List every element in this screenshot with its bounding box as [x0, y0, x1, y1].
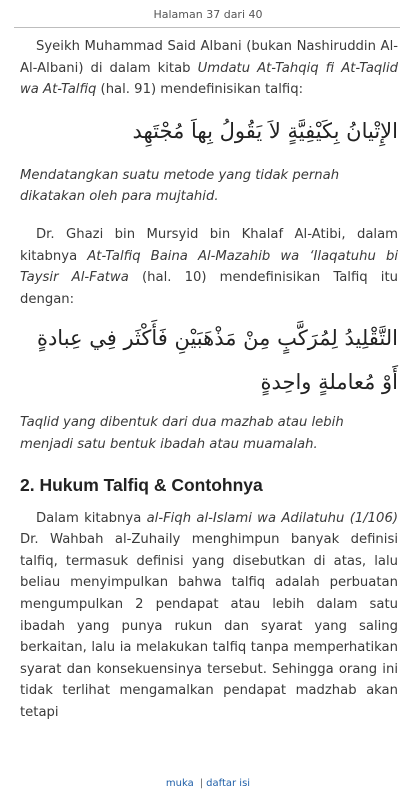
paragraph-zuhaily: [20, 508, 398, 724]
book-title-umdatu: Umdatu At-Tahqiq fi At-Taqlid wa At-Talfiq: [20, 60, 399, 98]
paragraph-text: Dr. Ghazi bin Mursyid bin Khalaf Al-Atibi, dalam kitabnya: [20, 226, 398, 264]
paragraph-text: Dr. Wahbah al-Zuhaily menghimpun banyak definisi talfiq, termasuk definisi yang disebutkan di atas, lalu beliau menyimpulkan bahwa talfiq adalah perbuatan mengumpulkan 2 pendapat atau lebih dalam satu ibadah yang punya rukun dan syarat yang saling berkaitan, lalu ia melakukan talfiq tanpa memperhatikan syarat dan konsekuensinya tersebut. Sehingga orang ini tidak terlihat mengamalkan pendapat madzhab akan tetapi: [20, 532, 398, 720]
header-divider: [14, 27, 400, 28]
paragraph-text: (hal. 91) mendefinisikan talfiq:: [96, 82, 304, 98]
paragraph-atibi-definition: [20, 224, 398, 310]
home-link[interactable]: muka: [165, 778, 194, 789]
arabic-definition-1: الإِتْيانُ بِكَيْفِيَّةٍ لاَ يَقُولُ بِهاَ مُجْتَهِد: [132, 118, 398, 143]
paragraph-albani-definition: [20, 36, 398, 101]
paragraph-text: Dalam kitabnya: [36, 510, 147, 526]
book-title-fiqh: al-Fiqh al-Islami wa Adilatuhu (1/106): [146, 510, 398, 526]
page-counter: Halaman 37 dari 40: [153, 8, 263, 21]
table-of-contents-link[interactable]: daftar isi: [206, 778, 251, 789]
footer-separator: |: [199, 778, 204, 789]
paragraph-text: (hal. 10) mendefinisikan Talfiq itu dengan:: [20, 270, 398, 307]
translation-quote-1: Mendatangkan suatu metode yang tidak pernah dikatakan oleh para mujtahid.: [20, 167, 340, 205]
arabic-definition-2: التَّقْلِيدُ لِمُرَكَّبٍ مِنْ مَذْهَبَيْنِ فَأَكْثَر فِي عِبادةٍ أَوْ مُعاملةٍ واحِدةٍ: [36, 326, 398, 395]
footer-nav: [0, 778, 416, 789]
section-heading: 2. Hukum Talfiq & Contohnya: [20, 474, 263, 495]
book-title-talfiq: At-Talfiq Baina Al-Mazahib wa ‘Ilaqatuhu bi Taysir Al-Fatwa: [20, 248, 398, 286]
translation-quote-2: Taqlid yang dibentuk dari dua mazhab atau lebih menjadi satu bentuk ibadah atau muamalah.: [20, 415, 344, 452]
document-body: [20, 36, 398, 723]
paragraph-text: Syeikh Muhammad Said Albani (bukan Nashiruddin Al-Al-Albani) di dalam kitab: [20, 39, 398, 76]
